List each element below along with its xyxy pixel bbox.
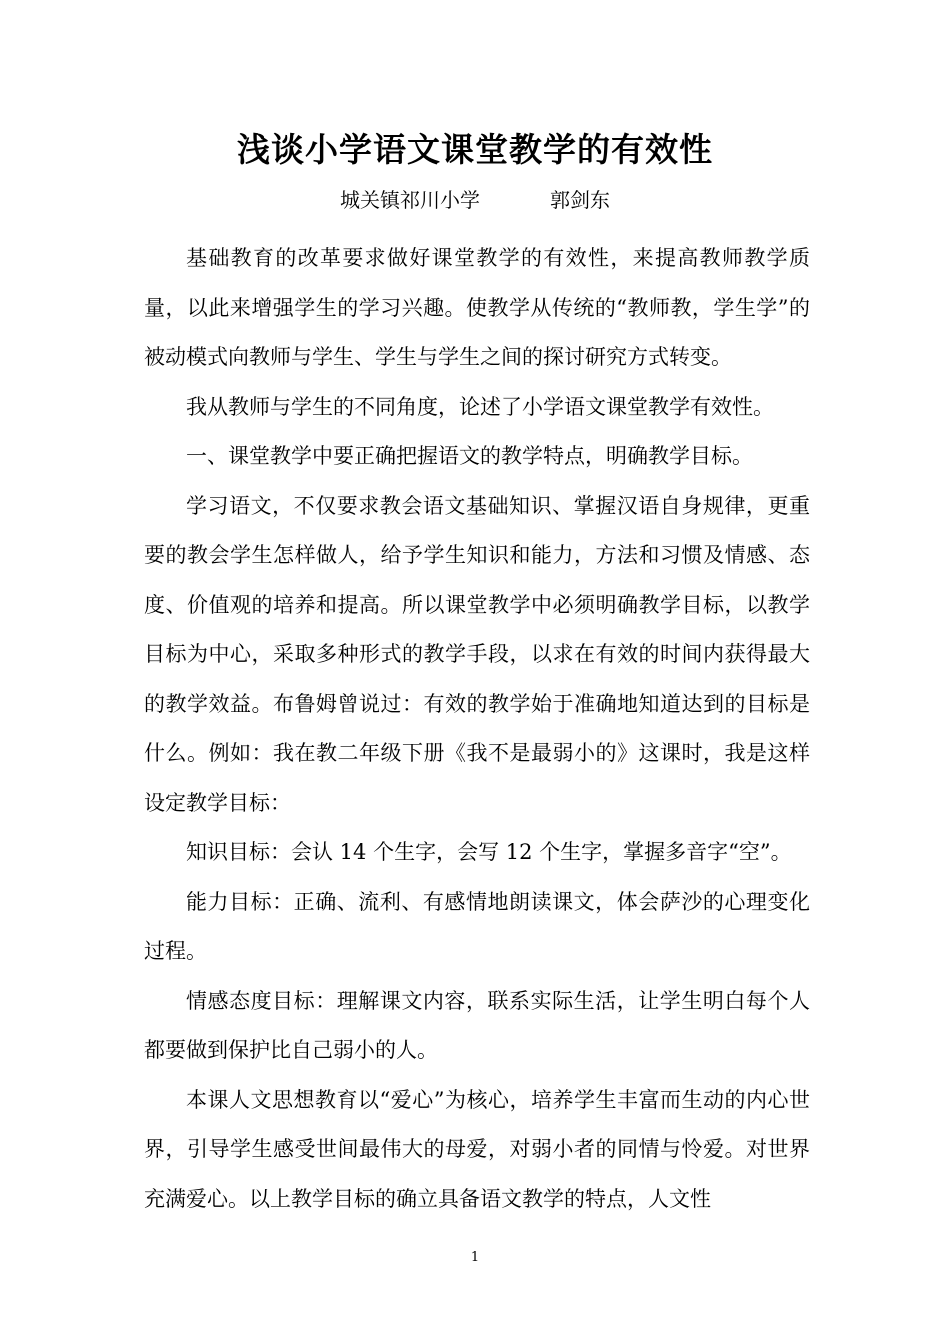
document-title: 浅谈小学语文课堂教学的有效性 (237, 130, 713, 169)
paragraph: 学习语文，不仅要求教会语文基础知识、掌握汉语自身规律，更重要的教会学生怎样做人，给予学生知识和能力，方法和习惯及情感、态度、价值观的培养和提高。所以课堂教学中必须明确教学目标，以教学目标为中心，采取多种形式的教学手段，以求在有效的时间内获得最大的教学效益。布鲁姆曾说过：有效的教学始于准确地知道达到的目标是什么。例如：我在教二年级下册《我不是最弱小的》这课时，我是这样设定教学目标： (144, 493, 810, 815)
paragraph: 基础教育的改革要求做好课堂教学的有效性，来提高教师教学质量，以此来增强学生的学习兴趣。使教学从传统的“教师教，学生学”的被动模式向教师与学生、学生与学生之间的探讨研究方式转变。 (144, 246, 810, 369)
author-name: 郭剑东 (550, 188, 610, 212)
paragraph: 能力目标：正确、流利、有感情地朗读课文，体会萨沙的心理变化过程。 (144, 889, 810, 963)
paragraph: 我从教师与学生的不同角度，论述了小学语文课堂教学有效性。 (186, 394, 774, 419)
byline (0, 186, 950, 214)
document-body (144, 234, 810, 1224)
paragraph: 知识目标：会认 14 个生字，会写 12 个生字，掌握多音字“空”。 (186, 840, 792, 864)
page-number: 1 (470, 1250, 480, 1265)
paragraph: 情感态度目标：理解课文内容，联系实际生活，让学生明白每个人都要做到保护比自己弱小的人。 (144, 988, 810, 1062)
section-heading: 一、课堂教学中要正确把握语文的教学特点，明确教学目标。 (186, 444, 753, 468)
school-name: 城关镇祁川小学 (340, 188, 480, 212)
paragraph: 本课人文思想教育以“爱心”为核心，培养学生丰富而生动的内心世界，引导学生感受世间最伟大的母爱，对弱小者的同情与怜爱。对世界充满爱心。以上教学目标的确立具备语文教学的特点，人文性 (144, 1087, 810, 1211)
